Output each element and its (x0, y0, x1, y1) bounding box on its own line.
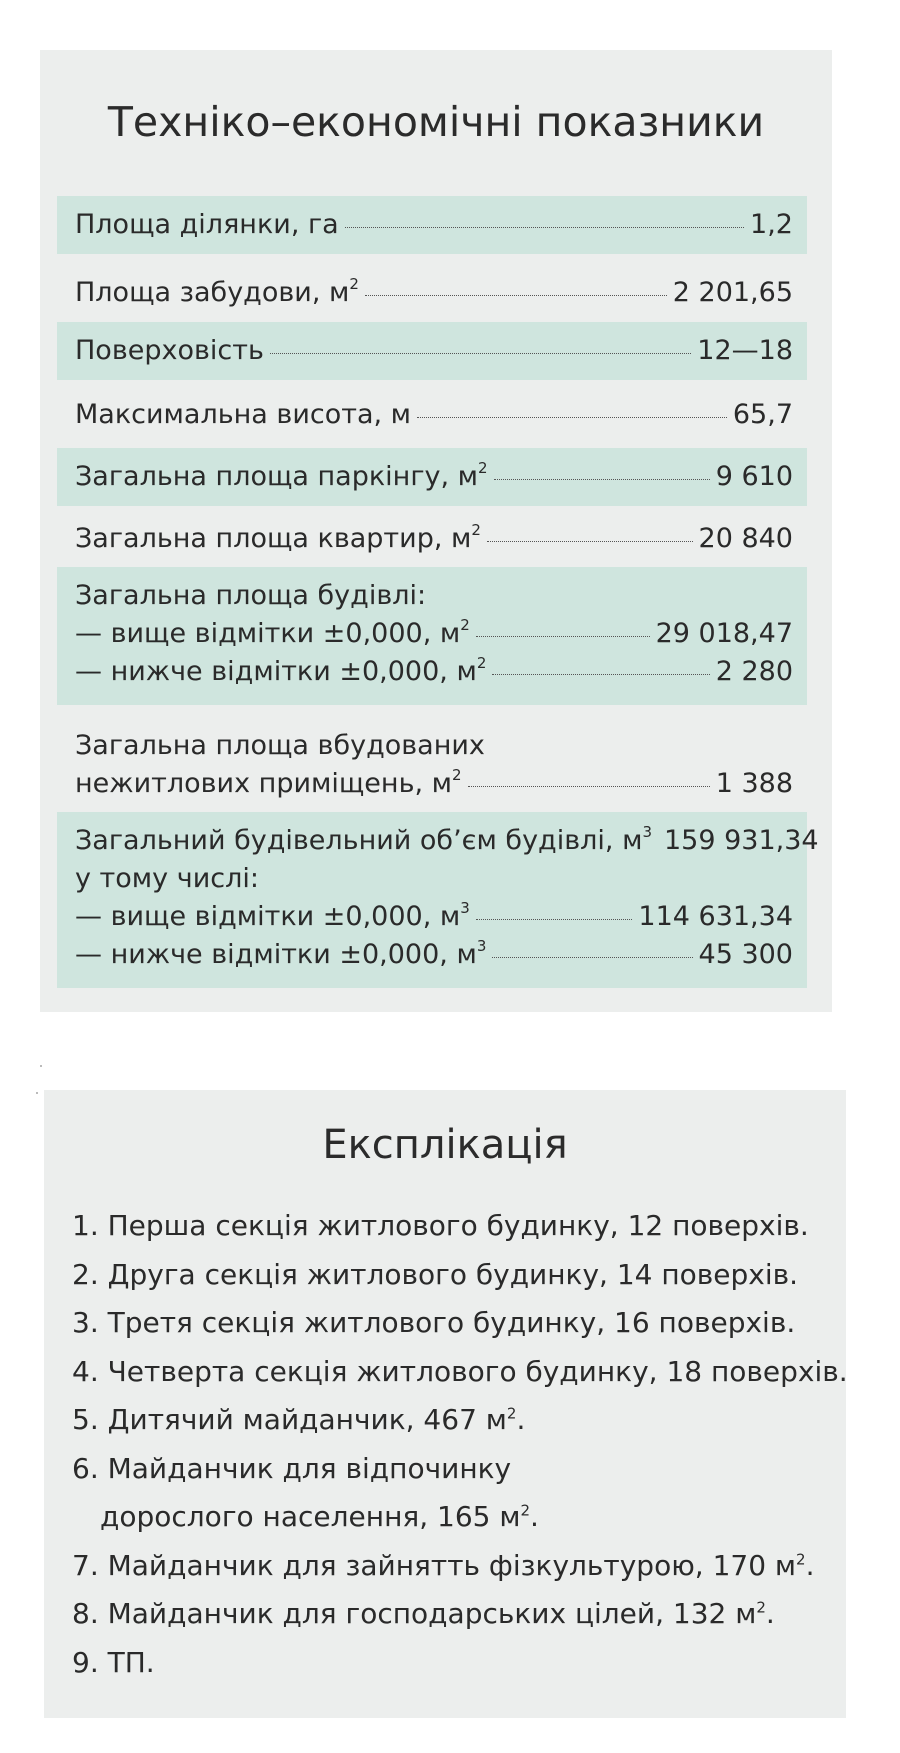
indicators-title: Техніко–економічні показники (107, 98, 765, 146)
leader-dots (476, 919, 633, 920)
row-value: 1,2 (750, 209, 793, 240)
row-floors (57, 322, 807, 380)
list-item: 6. Майданчик для відпочинку (72, 1451, 512, 1485)
list-item: 4. Четверта секція житлового будинку, 18 поверхів. (72, 1354, 848, 1388)
row-value: 45 300 (698, 939, 793, 970)
row-value: 114 631,34 (638, 901, 793, 932)
row-label: — вище відмітки ±0,000, $м^2$ (75, 616, 470, 649)
list-item: 7. Майданчик для зайнятть фізкультурою, 170 $м^2$. (72, 1548, 815, 1582)
explication-list (72, 1202, 848, 1687)
leader-dots (365, 295, 667, 296)
row-label: — вище відмітки ±0,000, $м^3$ (75, 899, 470, 932)
leader-dots (492, 674, 709, 675)
list-item-continuation: дорослого населення, 165 $м^2$. (100, 1500, 539, 1533)
row-label: — нижче відмітки ±0,000, $м^2$ (75, 654, 487, 687)
leader-dots (487, 541, 693, 542)
list-item: 2. Друга секція житлового будинку, 14 поверхів. (72, 1257, 799, 1291)
row-parking-area (57, 448, 807, 506)
leader-dots (345, 227, 744, 228)
row-site-area (57, 196, 807, 254)
explication-panel (44, 1090, 846, 1718)
scan-speck (40, 1065, 42, 1067)
technical-indicators-panel (40, 50, 832, 1012)
row-label: Площа ділянки, га (75, 209, 339, 240)
leader-dots (476, 636, 650, 637)
list-item: 9. ТП. (72, 1645, 155, 1679)
list-item: 8. Майданчик для господарських цілей, 132 $м^2$. (72, 1597, 775, 1630)
leader-dots (270, 353, 691, 354)
row-building-area (57, 567, 807, 705)
row-heading: Загальна площа будівлі: (75, 580, 427, 611)
row-nonresidential-area (57, 723, 807, 809)
list-item: 1. Перша секція житлового будинку, 12 поверхів. (72, 1209, 809, 1242)
row-label: нежитлових приміщень, $м^2$ (75, 766, 462, 799)
scan-speck (36, 1092, 38, 1094)
leader-dots (492, 957, 692, 958)
row-label: Загальна площа квартир, $м^2$ (75, 521, 481, 554)
row-value: 12—18 (697, 335, 793, 366)
leader-dots (417, 417, 727, 418)
row-building-volume (57, 812, 819, 988)
row-label: Площа забудови, $м^2$ (75, 275, 359, 308)
leader-dots (468, 786, 710, 787)
leader-dots (494, 479, 710, 480)
row-value: 2 280 (715, 656, 793, 687)
row-value: 159 931,34 (663, 825, 819, 856)
row-label: Максимальна висота, м (75, 399, 412, 430)
row-label: Загальна площа паркінгу, $м^2$ (75, 459, 488, 492)
row-label: Загальний будівельний об’єм будівлі, $м^3$ (75, 823, 652, 856)
row-label: Загальна площа вбудованих (75, 730, 485, 761)
list-item: 3. Третя секція житлового будинку, 16 поверхів. (72, 1306, 796, 1339)
row-value: 2 201,65 (672, 277, 793, 308)
list-item: 5. Дитячий майданчик, 467 $м^2$. (72, 1403, 526, 1436)
row-apartments-area (57, 510, 807, 568)
row-built-area (57, 264, 807, 322)
row-subheading: у тому числі: (75, 863, 259, 894)
row-value: 9 610 (715, 461, 793, 492)
row-value: 29 018,47 (655, 618, 793, 649)
row-label: — нижче відмітки ±0,000, $м^3$ (75, 937, 487, 970)
row-value: 1 388 (715, 768, 793, 799)
row-value: 65,7 (732, 399, 793, 430)
row-max-height (57, 386, 807, 444)
explication-title: Експлікація (322, 1122, 568, 1168)
row-label: Поверховість (75, 335, 264, 366)
row-value: 20 840 (698, 523, 793, 554)
